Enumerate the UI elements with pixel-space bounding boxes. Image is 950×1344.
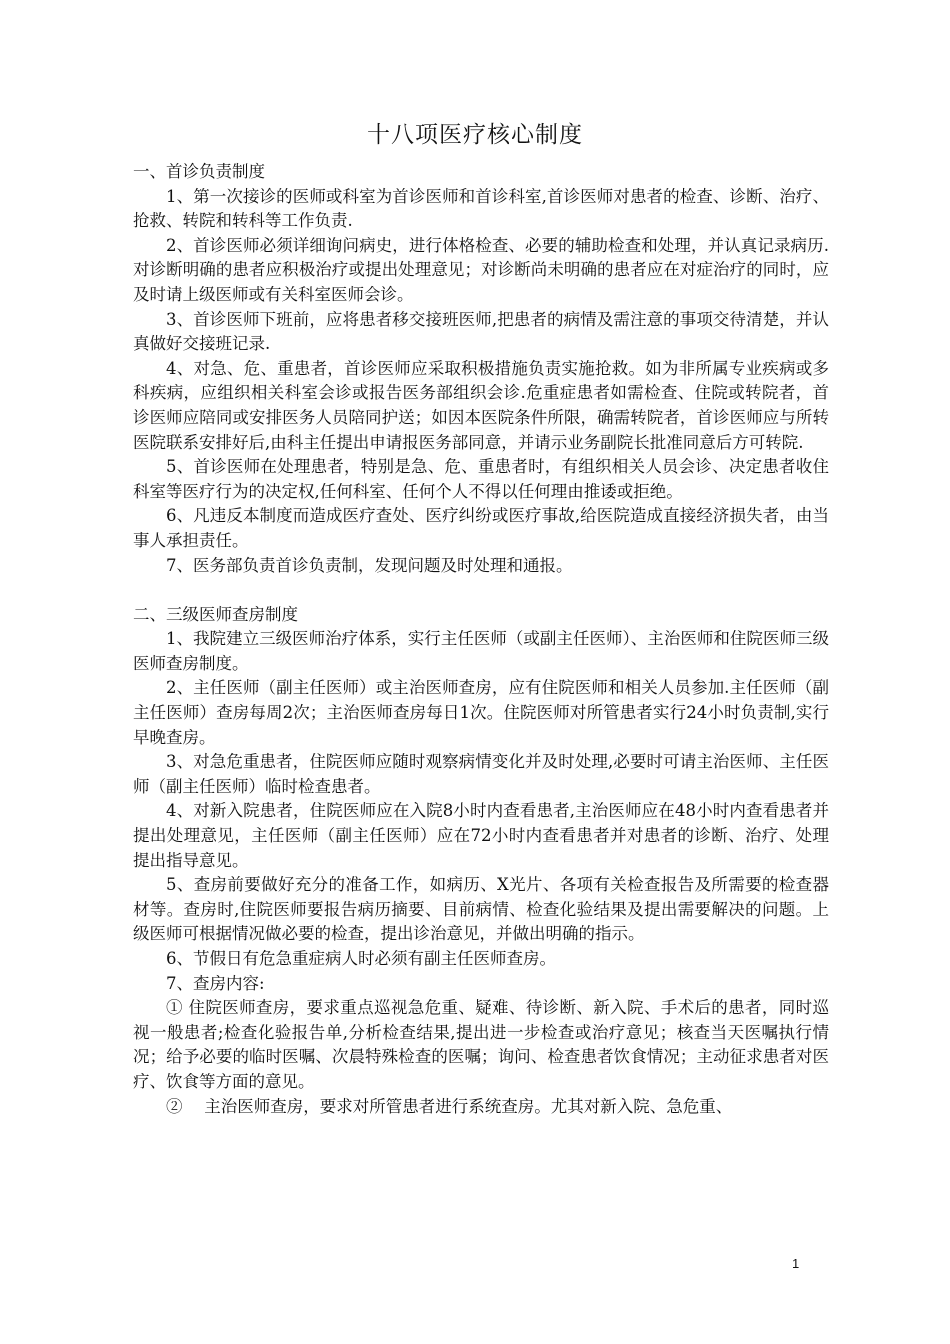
paragraph: 4、对新入院患者，住院医师应在入院8小时内查看患者,主治医师应在48小时内查看患者并提出处理意见，主任医师（副主任医师）应在72小时内查看患者并对患者的诊断、治疗、处理提出指导意见。	[133, 801, 829, 870]
paragraph: 6、凡违反本制度而造成医疗查处、医疗纠纷或医疗事故,给医院造成直接经济损失者，由当事人承担责任。	[133, 506, 829, 550]
paragraph: 4、对急、危、重患者，首诊医师应采取积极措施负责实施抢救。如为非所属专业疾病或多科疾病，应组织相关科室会诊或报告医务部组织会诊.危重症患者如需检查、住院或转院者，首诊医师应陪同或安排医务人员陪同护送；如因本医院条件所限，确需转院者，首诊医师应与所转医院联系安排好后,由科主任提出申请报医务部同意，并请示业务副院长批准同意后方可转院.	[133, 358, 829, 452]
paragraph: 1、第一次接诊的医师或科室为首诊医师和首诊科室,首诊医师对患者的检查、诊断、治疗、抢救、转院和转科等工作负责.	[133, 186, 829, 231]
paragraph: 2、首诊医师必须详细询问病史，进行体格检查、必要的辅助检查和处理，并认真记录病历.对诊断明确的患者应积极治疗或提出处理意见；对诊断尚未明确的患者应在对症治疗的同时，应及时请上级医师或有关科室医师会诊。	[133, 235, 829, 304]
paragraph: 6、节假日有危急重症病人时必须有副主任医师查房。	[166, 949, 556, 968]
paragraph: ② 主治医师查房，要求对所管患者进行系统查房。尤其对新入院、急危重、	[166, 1096, 733, 1116]
paragraph: 3、首诊医师下班前，应将患者移交接班医师,把患者的病情及需注意的事项交待清楚，并认真做好交接班记录.	[133, 309, 829, 354]
paragraph: 7、医务部负责首诊负责制，发现问题及时处理和通报。	[166, 555, 573, 575]
paragraph: 7、查房内容:	[166, 973, 265, 993]
page-number: 1	[792, 1256, 800, 1271]
section-three-level-rounds	[133, 603, 829, 1119]
paragraph: 1、我院建立三级医师治疗体系，实行主任医师（或副主任医师）、主治医师和住院医师三级医师查房制度。	[133, 629, 829, 673]
section-heading: 二、三级医师查房制度	[133, 604, 298, 624]
document-title: 十八项医疗核心制度	[367, 122, 583, 148]
paragraph: 5、首诊医师在处理患者，特别是急、危、重患者时，有组织相关人员会诊、决定患者收住科室等医疗行为的决定权,任何科室、任何个人不得以任何理由推诿或拒绝。	[133, 457, 829, 501]
section-spacer	[133, 578, 829, 603]
paragraph: 3、对急危重患者，住院医师应随时观察病情变化并及时处理,必要时可请主治医师、主任医师（副主任医师）临时检查患者。	[133, 752, 829, 796]
section-heading: 一、首诊负责制度	[133, 162, 265, 181]
section-first-visit	[133, 160, 829, 578]
paragraph: 2、主任医师（副主任医师）或主治医师查房，应有住院医师和相关人员参加.主任医师（副主任医师）查房每周2次；主治医师查房每日1次。住院医师对所管患者实行24小时负责制,实行早晚查房。	[133, 678, 829, 747]
paragraph: 5、查房前要做好充分的准备工作，如病历、X光片、各项有关检查报告及所需要的检查器材等。查房时,住院医师要报告病历摘要、目前病情、检查化验结果及提出需要解决的问题。上级医师可根据情况做必要的检查，提出诊治意见，并做出明确的指示。	[133, 875, 829, 944]
document-body	[133, 160, 829, 1119]
paragraph: ① 住院医师查房，要求重点巡视急危重、疑难、待诊断、新入院、手术后的患者，同时巡视一般患者;检查化验报告单,分析检查结果,提出进一步检查或治疗意见；核查当天医嘱执行情况；给予必要的临时医嘱、次晨特殊检查的医嘱；询问、检查患者饮食情况；主动征求患者对医疗、饮食等方面的意见。	[133, 998, 829, 1091]
